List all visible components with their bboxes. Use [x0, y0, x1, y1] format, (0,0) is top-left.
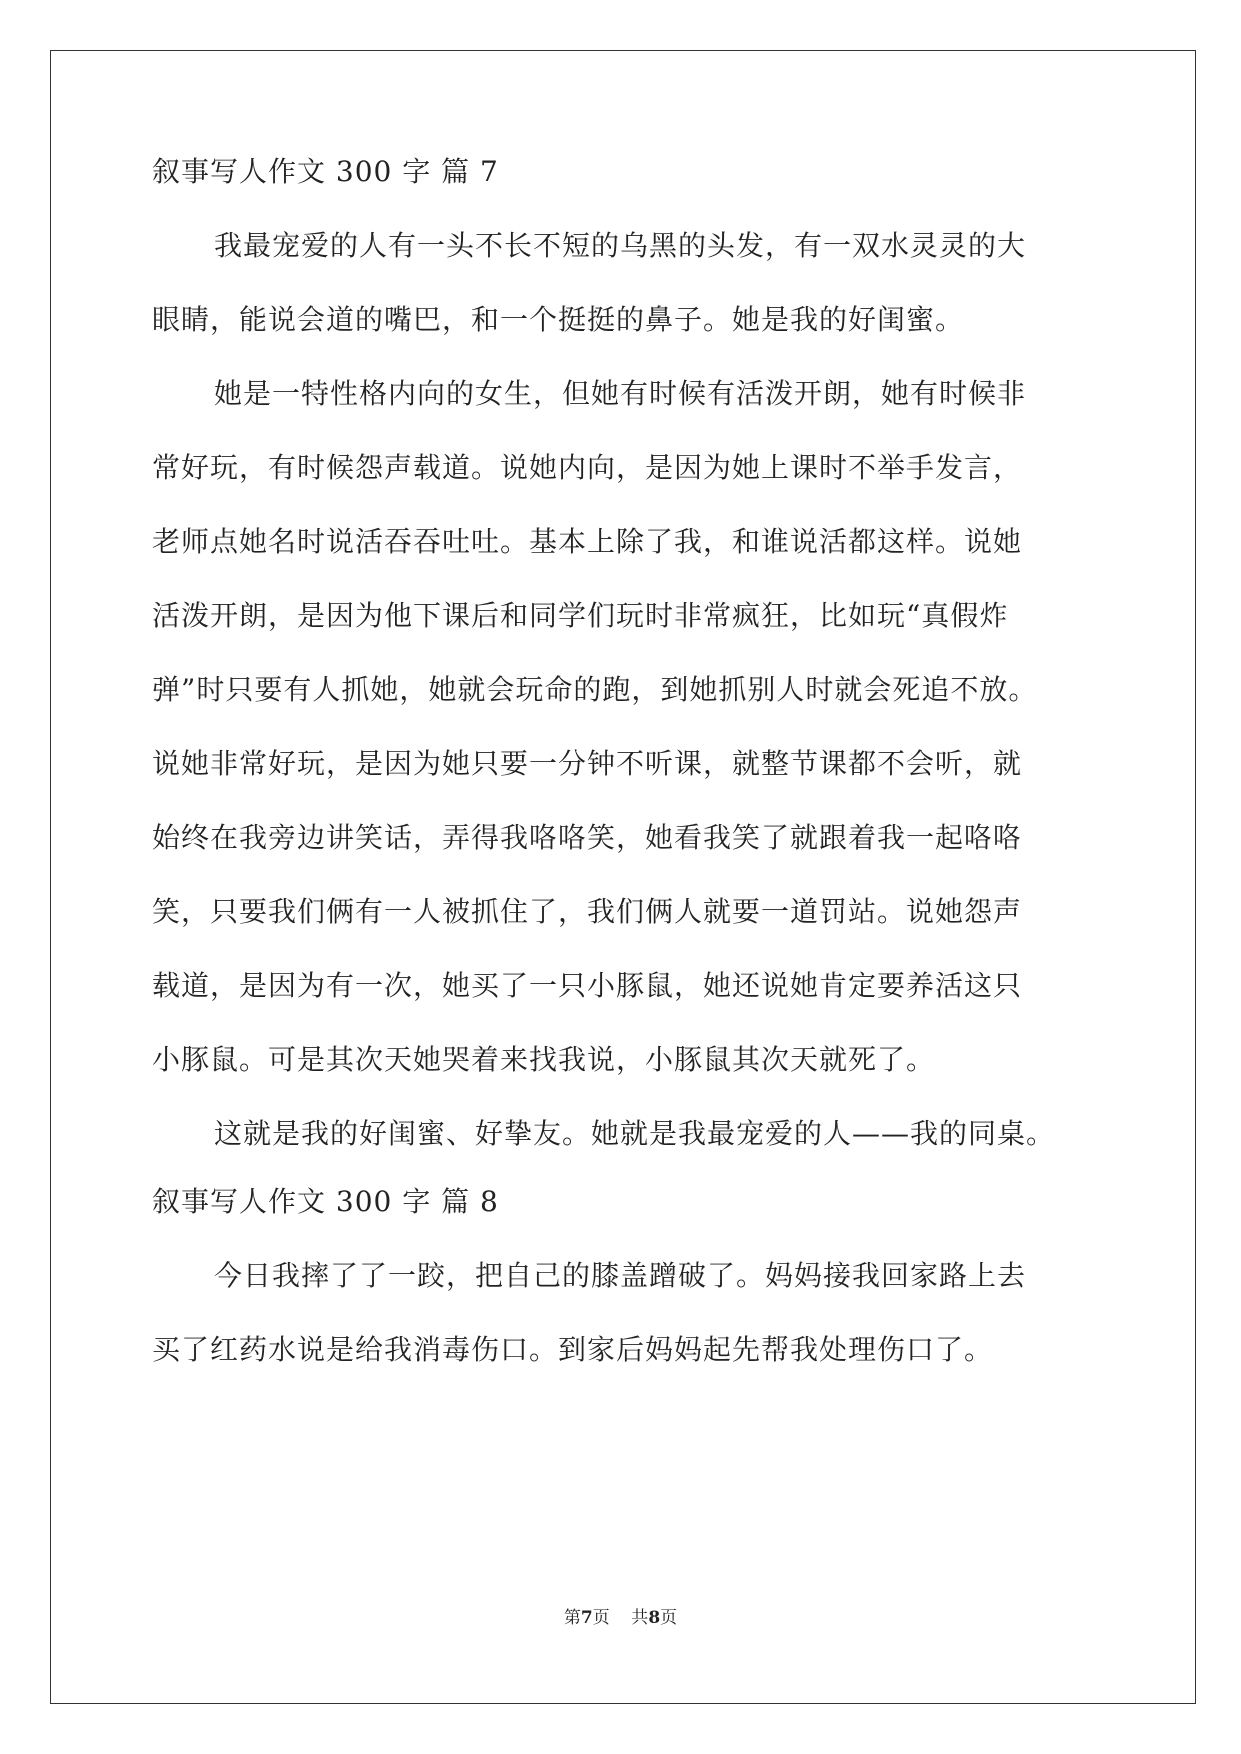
- paragraph-line: 我最宠爱的人有一头不长不短的乌黑的头发，有一双水灵灵的大: [214, 229, 1027, 262]
- footer-total-pages: 8: [648, 1608, 661, 1628]
- paragraph-line: 小豚鼠。可是其次天她哭着来找我说，小豚鼠其次天就死了。: [152, 1043, 936, 1076]
- paragraph-line: 笑，只要我们俩有一人被抓住了，我们俩人就要一道罚站。说她怨声: [152, 895, 1023, 928]
- footer-mid: 页 共: [592, 1608, 649, 1628]
- paragraph-line: 眼睛，能说会道的嘴巴，和一个挺挺的鼻子。她是我的好闺蜜。: [152, 303, 965, 336]
- section-heading-8: 叙事写人作文 300 字 篇 8: [152, 1185, 499, 1218]
- paragraph-line: 她是一特性格内向的女生，但她有时候有活泼开朗，她有时候非: [214, 377, 1027, 410]
- page-footer: [0, 1606, 1241, 1630]
- page-border: [50, 50, 1196, 1704]
- paragraph-line: 常好玩，有时候怨声载道。说她内向，是因为她上课时不举手发言，: [152, 451, 1023, 484]
- footer-suffix: 页: [660, 1608, 678, 1628]
- paragraph-line: 买了红药水说是给我消毒伤口。到家后妈妈起先帮我处理伤口了。: [152, 1333, 994, 1366]
- paragraph-line: 这就是我的好闺蜜、好挚友。她就是我最宠爱的人——我的同桌。: [214, 1117, 1056, 1150]
- paragraph-line: 载道，是因为有一次，她买了一只小豚鼠，她还说她肯定要养活这只: [152, 969, 1023, 1002]
- paragraph-line: 今日我摔了了一跤，把自己的膝盖蹭破了。妈妈接我回家路上去: [214, 1259, 1027, 1292]
- footer-page-number: 7: [580, 1608, 593, 1628]
- paragraph-line: 活泼开朗，是因为他下课后和同学们玩时非常疯狂，比如玩“真假炸: [152, 599, 1009, 632]
- footer-prefix: 第: [563, 1608, 581, 1628]
- paragraph-line: 说她非常好玩，是因为她只要一分钟不听课，就整节课都不会听，就: [152, 747, 1023, 780]
- paragraph-line: 始终在我旁边讲笑话，弄得我咯咯笑，她看我笑了就跟着我一起咯咯: [152, 821, 1023, 854]
- section-heading-7: 叙事写人作文 300 字 篇 7: [152, 155, 499, 188]
- paragraph-line: 老师点她名时说活吞吞吐吐。基本上除了我，和谁说活都这样。说她: [152, 525, 1023, 558]
- paragraph-line: 弹”时只要有人抓她，她就会玩命的跑，到她抓别人时就会死追不放。: [152, 673, 1038, 706]
